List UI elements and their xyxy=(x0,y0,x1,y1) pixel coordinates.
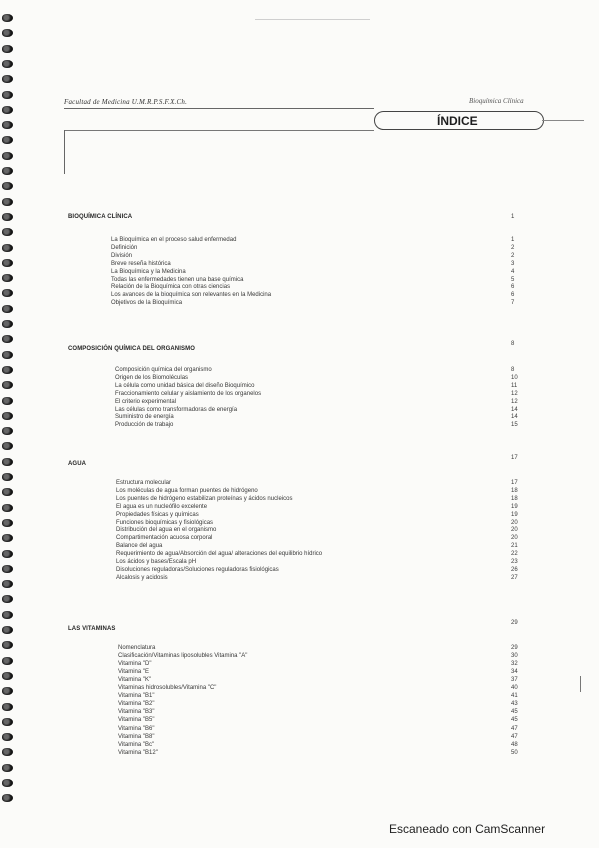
toc-page-number: 17 xyxy=(511,480,518,486)
toc-page-number: 14 xyxy=(511,414,518,421)
toc-page-number: 10 xyxy=(511,374,518,381)
section-title: BIOQUÍMICA CLÍNICA xyxy=(68,214,133,220)
section-page-number: 29 xyxy=(511,620,518,626)
toc-page-number: 47 xyxy=(511,733,518,740)
toc-entry: Los ácidos y bases/Escala pH xyxy=(116,559,197,565)
toc-page-number: 23 xyxy=(511,559,518,565)
toc-entry: Producción de trabajo xyxy=(115,422,174,429)
toc-page-number: 4 xyxy=(511,268,515,275)
toc-entry: Distribución del agua en el organismo xyxy=(116,527,217,534)
toc-page-number: 20 xyxy=(511,535,518,542)
toc-page-number: 22 xyxy=(511,551,518,558)
toc-page-number: 8 xyxy=(511,367,515,373)
toc-entry: Disoluciones reguladoras/Soluciones reguladoras fisiológicas xyxy=(116,566,279,573)
toc-page-number: 12 xyxy=(511,390,518,397)
toc-entry: Vitaminas hidrosolubles/Vitamina "C" xyxy=(118,685,217,692)
toc-page-number: 37 xyxy=(511,677,518,684)
toc-entry: Alcalosis y acidosis xyxy=(116,574,168,581)
toc-page-number: 34 xyxy=(511,669,518,676)
toc-page-number: 15 xyxy=(511,422,518,429)
toc-entry: Compartimentación acuosa corporal xyxy=(116,535,213,542)
toc-entry: Vitamina "B2" xyxy=(118,701,155,708)
section-title: LAS VITAMINAS xyxy=(68,626,116,632)
toc-entry: Vitamina "E xyxy=(118,669,150,676)
toc-entry: Breve reseña histórica xyxy=(111,260,171,267)
toc-entry: Balance del agua xyxy=(116,543,163,550)
toc-entry: Fraccionamiento celular y aislamiento de los organelos xyxy=(115,390,262,397)
scanner-watermark: Escaneado con CamScanner xyxy=(389,822,546,836)
toc-page-number: 18 xyxy=(511,487,518,494)
toc-entry: El criterio experimental xyxy=(115,398,177,405)
toc-page-number: 19 xyxy=(511,511,518,518)
toc-page-number: 20 xyxy=(511,527,518,534)
toc-entry: Clasificación/Vitaminas liposolubles Vitamina "A" xyxy=(118,653,248,660)
toc-entry: El agua es un nucleófilo excelente xyxy=(116,503,208,510)
toc-page-number: 43 xyxy=(511,701,518,708)
toc-page-number: 30 xyxy=(511,653,518,660)
toc-page-number: 26 xyxy=(511,566,518,573)
course-header: Bioquímica Clínica xyxy=(469,97,524,105)
toc-page-number: 45 xyxy=(511,717,518,724)
toc-entry: Nomenclatura xyxy=(118,645,156,651)
section-title: AGUA xyxy=(68,461,87,467)
margin-mark xyxy=(580,676,581,692)
toc-page-number: 21 xyxy=(511,543,518,550)
toc-entry: La Bioquímica y la Medicina xyxy=(111,268,186,275)
toc-entry: Composición química del organismo xyxy=(115,367,212,373)
toc-entry: División xyxy=(111,252,133,259)
toc-page-number: 27 xyxy=(511,574,518,581)
toc-entry: Vitamina "D" xyxy=(118,661,152,668)
toc-entry: Vitamina "K" xyxy=(118,677,152,684)
section-page-number: 17 xyxy=(511,455,518,461)
index-title: ÍNDICE xyxy=(437,114,478,128)
toc-entry: Relación de la Bioquímica con otras ciencias xyxy=(111,284,231,291)
toc-page-number: 45 xyxy=(511,709,518,716)
toc-entry: Los avances de la bioquímica son relevantes en la Medicina xyxy=(111,292,272,299)
toc-entry: Vitamina "B6" xyxy=(118,725,155,732)
toc-entry: Requerimiento de agua/Absorción del agua/ alteraciones del equilibrio hídrico xyxy=(116,551,323,558)
toc-entry: Propiedades físicas y químicas xyxy=(116,511,199,518)
toc-entry: Los moléculas de agua forman puentes de hidrógeno xyxy=(116,487,258,494)
toc-page-number: 19 xyxy=(511,503,518,510)
toc-entry: La célula como unidad básica del diseño Bioquímico xyxy=(115,382,255,389)
toc-entry: Todas las enfermedades tienen una base química xyxy=(111,276,244,283)
toc-page-number: 11 xyxy=(511,382,518,389)
toc-page-number: 2 xyxy=(511,244,515,251)
toc-page-number: 29 xyxy=(511,645,518,651)
toc-page-number: 41 xyxy=(511,693,518,700)
toc-entry: Funciones bioquímicas y fisiológicas xyxy=(116,519,214,526)
toc-entry: Objetivos de la Bioquímica xyxy=(111,300,183,307)
toc-page-number: 6 xyxy=(511,292,515,299)
toc-entry: Los puentes de hidrógeno estabilizan proteínas y ácidos nucleicos xyxy=(116,495,293,502)
toc-page-number: 7 xyxy=(511,300,515,307)
toc-entry: Suministro de energía xyxy=(115,414,174,421)
toc-page-number: 18 xyxy=(511,495,518,502)
toc-page-number: 5 xyxy=(511,276,515,283)
toc-page-number: 32 xyxy=(511,661,518,668)
toc-entry: Vitamina "Bc" xyxy=(118,741,155,748)
toc-entry: Vitamina "B1" xyxy=(118,693,155,700)
toc-page-number: 40 xyxy=(511,685,518,692)
toc-entry: Definición xyxy=(111,244,138,251)
toc-page-number: 12 xyxy=(511,398,518,405)
toc-page-number: 48 xyxy=(511,741,518,748)
toc-page-number: 3 xyxy=(511,260,515,267)
faculty-header: Facultad de Medicina U.M.R.P.S.F.X.Ch. xyxy=(64,98,188,106)
toc-page-number: 6 xyxy=(511,284,515,291)
toc-entry: Estructura molecular xyxy=(116,480,172,486)
toc-entry: Las células como transformadoras de energía xyxy=(115,406,238,413)
toc-entry: Vitamina "B3" xyxy=(118,709,155,716)
toc-page-number: 14 xyxy=(511,406,518,413)
toc-page-number: 1 xyxy=(511,237,515,243)
section-page-number: 1 xyxy=(511,214,515,220)
section-title: COMPOSICIÓN QUÍMICA DEL ORGANISMO xyxy=(68,346,195,352)
toc-page-number: 20 xyxy=(511,519,518,526)
toc-page-number: 2 xyxy=(511,252,515,259)
toc-entry: Origen de los Biomoléculas xyxy=(115,374,189,381)
toc-page-number: 50 xyxy=(511,749,518,756)
toc-entry: La Bioquímica en el proceso salud enfermedad xyxy=(111,237,237,243)
toc-page-number: 47 xyxy=(511,725,518,732)
toc-entry: Vitamina "B5" xyxy=(118,717,155,724)
section-page-number: 8 xyxy=(511,341,515,347)
toc-entry: Vitamina "B12" xyxy=(118,749,158,756)
toc-entry: Vitamina "B8" xyxy=(118,733,155,740)
